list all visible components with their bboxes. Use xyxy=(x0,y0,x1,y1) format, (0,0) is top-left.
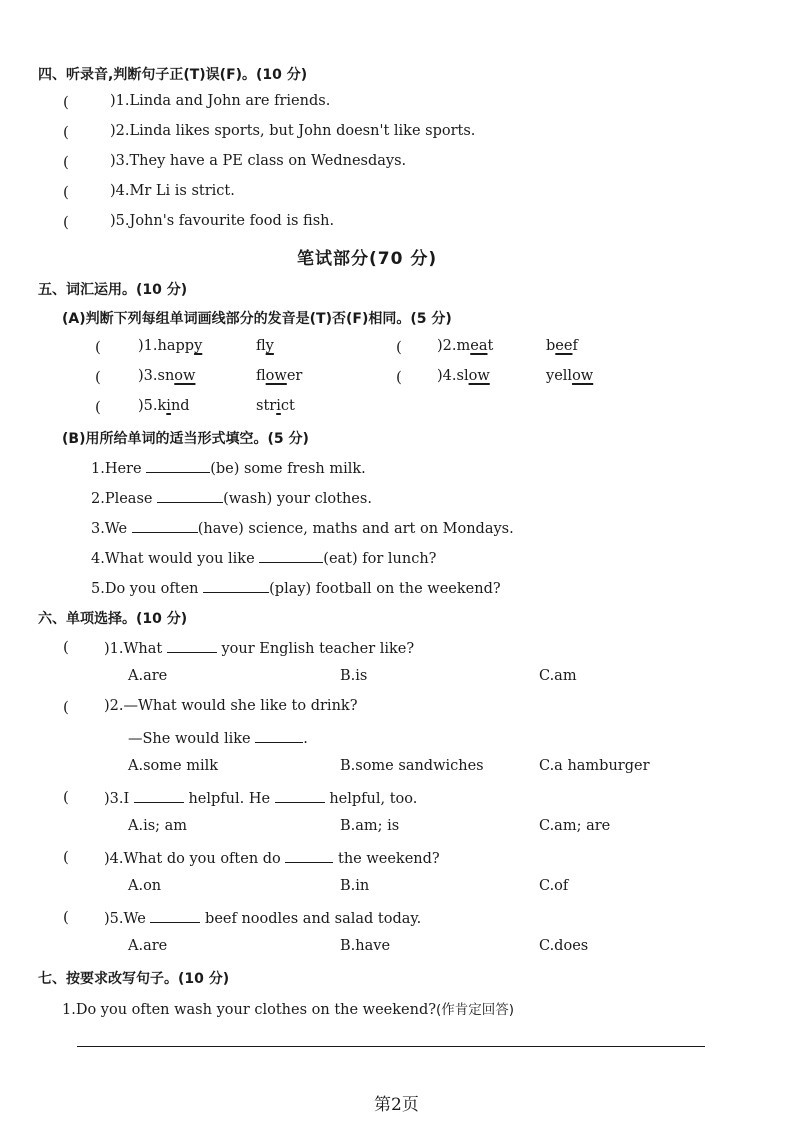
answer-blank xyxy=(167,638,217,653)
word: fly xyxy=(256,338,274,354)
option-c: C.does xyxy=(539,938,589,954)
answer-blank xyxy=(285,848,333,863)
option-c: C.of xyxy=(539,878,569,894)
list-item: )1.Linda and John are friends. xyxy=(110,93,331,109)
section-7-heading: 七、按要求改写句子。(10 分) xyxy=(38,971,230,987)
list-item: 3.We (have) science, maths and art on Mondays. xyxy=(91,518,514,537)
answer-paren: ( xyxy=(63,183,69,201)
answer-line[interactable] xyxy=(77,1046,705,1047)
list-item: )3.They have a PE class on Wednesdays. xyxy=(110,153,407,169)
answer-blank[interactable] xyxy=(132,518,198,533)
answer-blank[interactable] xyxy=(203,578,269,593)
option-a: A.are xyxy=(128,668,168,684)
answer-paren: ( xyxy=(63,638,69,656)
word: )1.happy xyxy=(138,338,203,354)
section-6-heading: 六、单项选择。(10 分) xyxy=(38,611,188,627)
option-b: B.some sandwiches xyxy=(340,758,484,774)
word: )2.meat xyxy=(437,338,494,354)
answer-blank xyxy=(150,908,200,923)
answer-paren: ( xyxy=(63,93,69,111)
question: )3.I helpful. He helpful, too. xyxy=(104,788,417,807)
option-a: A.are xyxy=(128,938,168,954)
part-b-heading: (B)用所给单词的适当形式填空。(5 分) xyxy=(62,431,309,447)
word: )5.kind xyxy=(138,398,190,414)
answer-paren: ( xyxy=(396,368,402,386)
answer-paren: ( xyxy=(396,338,402,356)
option-b: B.in xyxy=(340,878,370,894)
word: yellow xyxy=(546,368,594,384)
word: flower xyxy=(256,368,303,384)
option-c: C.am xyxy=(539,668,577,684)
list-item: )5.John's favourite food is fish. xyxy=(110,213,335,229)
list-item: )2.Linda likes sports, but John doesn't like sports. xyxy=(110,123,476,139)
part-a-heading: (A)判断下列每组单词画线部分的发音是(T)否(F)相同。(5 分) xyxy=(62,311,452,327)
question: )1.What your English teacher like? xyxy=(104,638,414,657)
answer-blank[interactable] xyxy=(157,488,223,503)
word: )4.slow xyxy=(437,368,490,384)
answer-paren: ( xyxy=(95,368,101,386)
answer-blank xyxy=(134,788,184,803)
written-part-title: 笔试部分(70 分) xyxy=(297,249,438,269)
question: )4.What do you often do the weekend? xyxy=(104,848,440,867)
answer-blank[interactable] xyxy=(146,458,210,473)
answer-paren: ( xyxy=(63,848,69,866)
answer-blank[interactable] xyxy=(259,548,323,563)
answer-paren: ( xyxy=(63,213,69,231)
answer-paren: ( xyxy=(63,153,69,171)
option-a: A.is; am xyxy=(128,818,188,834)
option-c: C.am; are xyxy=(539,818,611,834)
list-item: 5.Do you often (play) football on the weekend? xyxy=(91,578,501,597)
section-5-heading: 五、词汇运用。(10 分) xyxy=(38,282,188,298)
answer-paren: ( xyxy=(63,698,69,716)
question-line: —She would like . xyxy=(128,728,308,747)
page-number: 第2页 xyxy=(374,1095,419,1115)
option-b: B.have xyxy=(340,938,391,954)
section-4-heading: 四、听录音,判断句子正(T)误(F)。(10 分) xyxy=(38,67,308,83)
word: )3.snow xyxy=(138,368,196,384)
list-item: 1.Here (be) some fresh milk. xyxy=(91,458,366,477)
option-c: C.a hamburger xyxy=(539,758,650,774)
question: )2.—What would she like to drink? xyxy=(104,698,358,714)
answer-paren: ( xyxy=(95,398,101,416)
answer-paren: ( xyxy=(63,908,69,926)
list-item: 4.What would you like (eat) for lunch? xyxy=(91,548,436,567)
answer-paren: ( xyxy=(95,338,101,356)
list-item: )4.Mr Li is strict. xyxy=(110,183,235,199)
rewrite-question: 1.Do you often wash your clothes on the weekend?(作肯定回答) xyxy=(62,1002,515,1018)
answer-blank xyxy=(255,728,303,743)
option-b: B.is xyxy=(340,668,368,684)
option-a: A.on xyxy=(128,878,162,894)
answer-paren: ( xyxy=(63,123,69,141)
word: strict xyxy=(256,398,295,414)
option-a: A.some milk xyxy=(128,758,219,774)
answer-blank xyxy=(275,788,325,803)
answer-paren: ( xyxy=(63,788,69,806)
question: )5.We beef noodles and salad today. xyxy=(104,908,421,927)
option-b: B.am; is xyxy=(340,818,400,834)
word: beef xyxy=(546,338,578,354)
list-item: 2.Please (wash) your clothes. xyxy=(91,488,372,507)
